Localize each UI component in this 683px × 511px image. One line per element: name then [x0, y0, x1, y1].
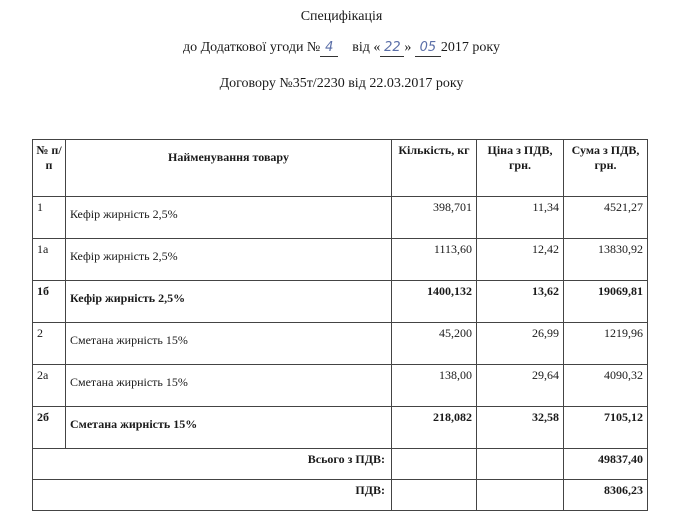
- agreement-year-label: 2017 року: [440, 40, 501, 55]
- specification-table: [32, 139, 648, 511]
- handwritten-day: 22: [380, 40, 404, 57]
- row-sum: 13830,92: [564, 239, 648, 281]
- handwritten-agreement-number: 4: [320, 40, 338, 57]
- row-price: 32,58: [477, 407, 564, 449]
- row-num: 2б: [33, 407, 66, 449]
- row-sum: 7105,12: [564, 407, 648, 449]
- row-price: 11,34: [477, 197, 564, 239]
- row-name: Сметана жирність 15%: [66, 323, 392, 365]
- table-row-subtotal: [33, 407, 648, 449]
- agreement-line: [0, 40, 683, 57]
- col-header-qty: Кількість, кг: [392, 140, 477, 197]
- row-sum: 4521,27: [564, 197, 648, 239]
- col-header-price: Ціна з ПДВ, грн.: [477, 140, 564, 197]
- total-qty-empty: [392, 449, 477, 480]
- vat-label: ПДВ:: [33, 480, 392, 511]
- row-qty: 1113,60: [392, 239, 477, 281]
- row-qty: 398,701: [392, 197, 477, 239]
- row-num: 2а: [33, 365, 66, 407]
- table-row: [33, 197, 648, 239]
- row-sum: 19069,81: [564, 281, 648, 323]
- table-row: [33, 323, 648, 365]
- row-qty: 218,082: [392, 407, 477, 449]
- row-qty: 1400,132: [392, 281, 477, 323]
- total-price-empty: [477, 449, 564, 480]
- vat-value: 8306,23: [564, 480, 648, 511]
- row-price: 26,99: [477, 323, 564, 365]
- row-qty: 138,00: [392, 365, 477, 407]
- row-num: 1б: [33, 281, 66, 323]
- row-price: 13,62: [477, 281, 564, 323]
- row-name: Сметана жирність 15%: [66, 407, 392, 449]
- row-qty: 45,200: [392, 323, 477, 365]
- total-label: Всього з ПДВ:: [33, 449, 392, 480]
- table-row-total: [33, 449, 648, 480]
- handwritten-month: 05: [415, 40, 441, 57]
- row-name: Кефір жирність 2,5%: [66, 281, 392, 323]
- col-header-num: № п/п: [33, 140, 66, 197]
- agreement-from-label: від «: [352, 40, 381, 55]
- contract-line: Договору №35т/2230 від 22.03.2017 року: [219, 76, 464, 91]
- col-header-sum: Сума з ПДВ, грн.: [564, 140, 648, 197]
- table-row-subtotal: [33, 281, 648, 323]
- total-value: 49837,40: [564, 449, 648, 480]
- row-sum: 1219,96: [564, 323, 648, 365]
- agreement-prefix: до Додаткової угоди №: [182, 40, 321, 55]
- row-name: Кефір жирність 2,5%: [66, 197, 392, 239]
- table-header-row: [33, 140, 648, 197]
- row-price: 12,42: [477, 239, 564, 281]
- table-row: [33, 239, 648, 281]
- table-row-vat: [33, 480, 648, 511]
- col-header-name: Найменування товару: [66, 140, 392, 197]
- vat-price-empty: [477, 480, 564, 511]
- agreement-mid-label: »: [404, 40, 412, 55]
- row-num: 1а: [33, 239, 66, 281]
- row-sum: 4090,32: [564, 365, 648, 407]
- row-num: 1: [33, 197, 66, 239]
- document-title: Специфікація: [300, 9, 383, 24]
- row-price: 29,64: [477, 365, 564, 407]
- vat-qty-empty: [392, 480, 477, 511]
- row-name: Кефір жирність 2,5%: [66, 239, 392, 281]
- table-row: [33, 365, 648, 407]
- row-name: Сметана жирність 15%: [66, 365, 392, 407]
- row-num: 2: [33, 323, 66, 365]
